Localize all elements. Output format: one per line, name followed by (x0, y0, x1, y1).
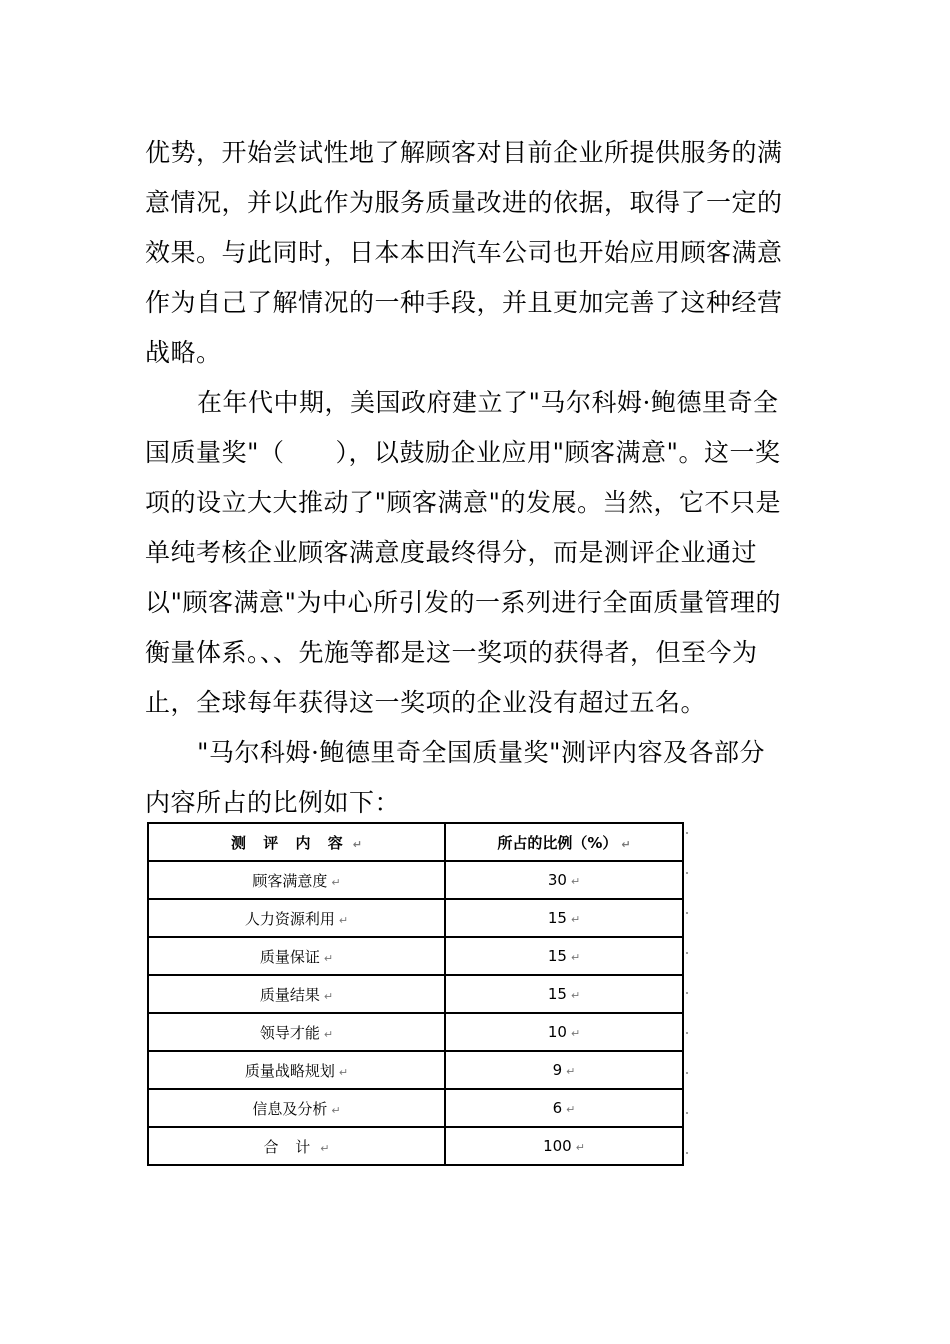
return-mark-icon: ↵ (331, 875, 341, 889)
table-row (148, 1013, 683, 1051)
table-row (148, 937, 683, 975)
table-cell: 30 ↵ (445, 861, 683, 899)
document-body (145, 128, 810, 828)
return-mark-icon: ↵ (320, 1141, 330, 1155)
ratio-table (147, 822, 684, 1166)
return-mark-icon: ↵ (352, 837, 362, 851)
table-row-total (148, 1127, 683, 1165)
table-cell: 9 ↵ (445, 1051, 683, 1089)
edge-dot (686, 1032, 688, 1034)
text-line: 衡量体系。、、先施等都是这一奖项的获得者，但至今为 (145, 638, 758, 667)
text-line: 项的设立大大推动了"顾客满意"的发展。当然，它不只是 (145, 488, 782, 517)
text-line: 效果。与此同时，日本本田汽车公司也开始应用顾客满意 (145, 238, 783, 267)
text-line: 优势，开始尝试性地了解顾客对目前企业所提供服务的满 (145, 138, 783, 167)
table-cell: 质量战略规划 ↵ (148, 1051, 445, 1089)
table-cell: 10 ↵ (445, 1013, 683, 1051)
return-mark-icon: ↵ (331, 1103, 341, 1117)
paragraph-3 (145, 728, 810, 828)
edge-dot (686, 1072, 688, 1074)
table-edge-marks (686, 832, 690, 1172)
edge-dot (686, 992, 688, 994)
edge-dot (686, 872, 688, 874)
table-cell: 人力资源利用 ↵ (148, 899, 445, 937)
paragraph-1 (145, 128, 810, 378)
table-header-cell: 测 评 内 容 ↵ (148, 823, 445, 861)
return-mark-icon: ↵ (323, 951, 334, 965)
table-row (148, 1051, 683, 1089)
table-cell: 信息及分析 ↵ (148, 1089, 445, 1127)
paragraph-2 (145, 378, 810, 728)
text-line: 单纯考核企业顾客满意度最终得分，而是测评企业通过 (145, 538, 758, 567)
text-line: 战略。 (145, 338, 222, 367)
return-mark-icon: ↵ (621, 837, 631, 851)
text-line: 作为自己了解情况的一种手段，并且更加完善了这种经营 (145, 288, 783, 317)
return-mark-icon: ↵ (575, 1141, 585, 1154)
text-line: 止，全球每年获得这一奖项的企业没有超过五名。 (145, 688, 707, 717)
return-mark-icon: ↵ (338, 913, 349, 927)
text-line: 内容所占的比例如下： (145, 788, 401, 817)
edge-dot (686, 832, 688, 834)
edge-dot (686, 1152, 688, 1154)
table-header-row (148, 823, 683, 861)
table-cell: 领导才能 ↵ (148, 1013, 445, 1051)
return-mark-icon: ↵ (570, 951, 581, 964)
table-cell: 顾客满意度 ↵ (148, 861, 445, 899)
table-cell: 100 ↵ (445, 1127, 683, 1165)
table-cell: 质量保证 ↵ (148, 937, 445, 975)
edge-dot (686, 912, 688, 914)
return-mark-icon: ↵ (323, 1027, 334, 1041)
text-line: "马尔科姆·鲍德里奇全国质量奖"测评内容及各部分 (197, 738, 765, 767)
text-line: 国质量奖"（ ），以鼓励企业应用"顾客满意"。这一奖 (145, 438, 781, 467)
ratio-table-container (147, 822, 684, 1166)
table-cell: 15 ↵ (445, 899, 683, 937)
table-row (148, 1089, 683, 1127)
return-mark-icon: ↵ (566, 1065, 576, 1078)
table-cell: 15 ↵ (445, 937, 683, 975)
edge-dot (686, 952, 688, 954)
table-cell: 6 ↵ (445, 1089, 683, 1127)
text-line: 意情况，并以此作为服务质量改进的依据，取得了一定的 (145, 188, 783, 217)
text-line: 在年代中期，美国政府建立了"马尔科姆·鲍德里奇全 (197, 388, 779, 417)
return-mark-icon: ↵ (570, 913, 581, 926)
return-mark-icon: ↵ (570, 1027, 581, 1040)
return-mark-icon: ↵ (566, 1103, 576, 1116)
table-row (148, 861, 683, 899)
return-mark-icon: ↵ (323, 989, 334, 1003)
return-mark-icon: ↵ (570, 989, 581, 1002)
table-row (148, 975, 683, 1013)
table-cell: 质量结果 ↵ (148, 975, 445, 1013)
return-mark-icon: ↵ (338, 1065, 349, 1079)
table-row (148, 899, 683, 937)
text-line: 以"顾客满意"为中心所引发的一系列进行全面质量管理的 (145, 588, 782, 617)
return-mark-icon: ↵ (570, 875, 581, 888)
table-cell: 15 ↵ (445, 975, 683, 1013)
table-cell: 合 计 ↵ (148, 1127, 445, 1165)
table-header-cell: 所占的比例（%） ↵ (445, 823, 683, 861)
edge-dot (686, 1112, 688, 1114)
